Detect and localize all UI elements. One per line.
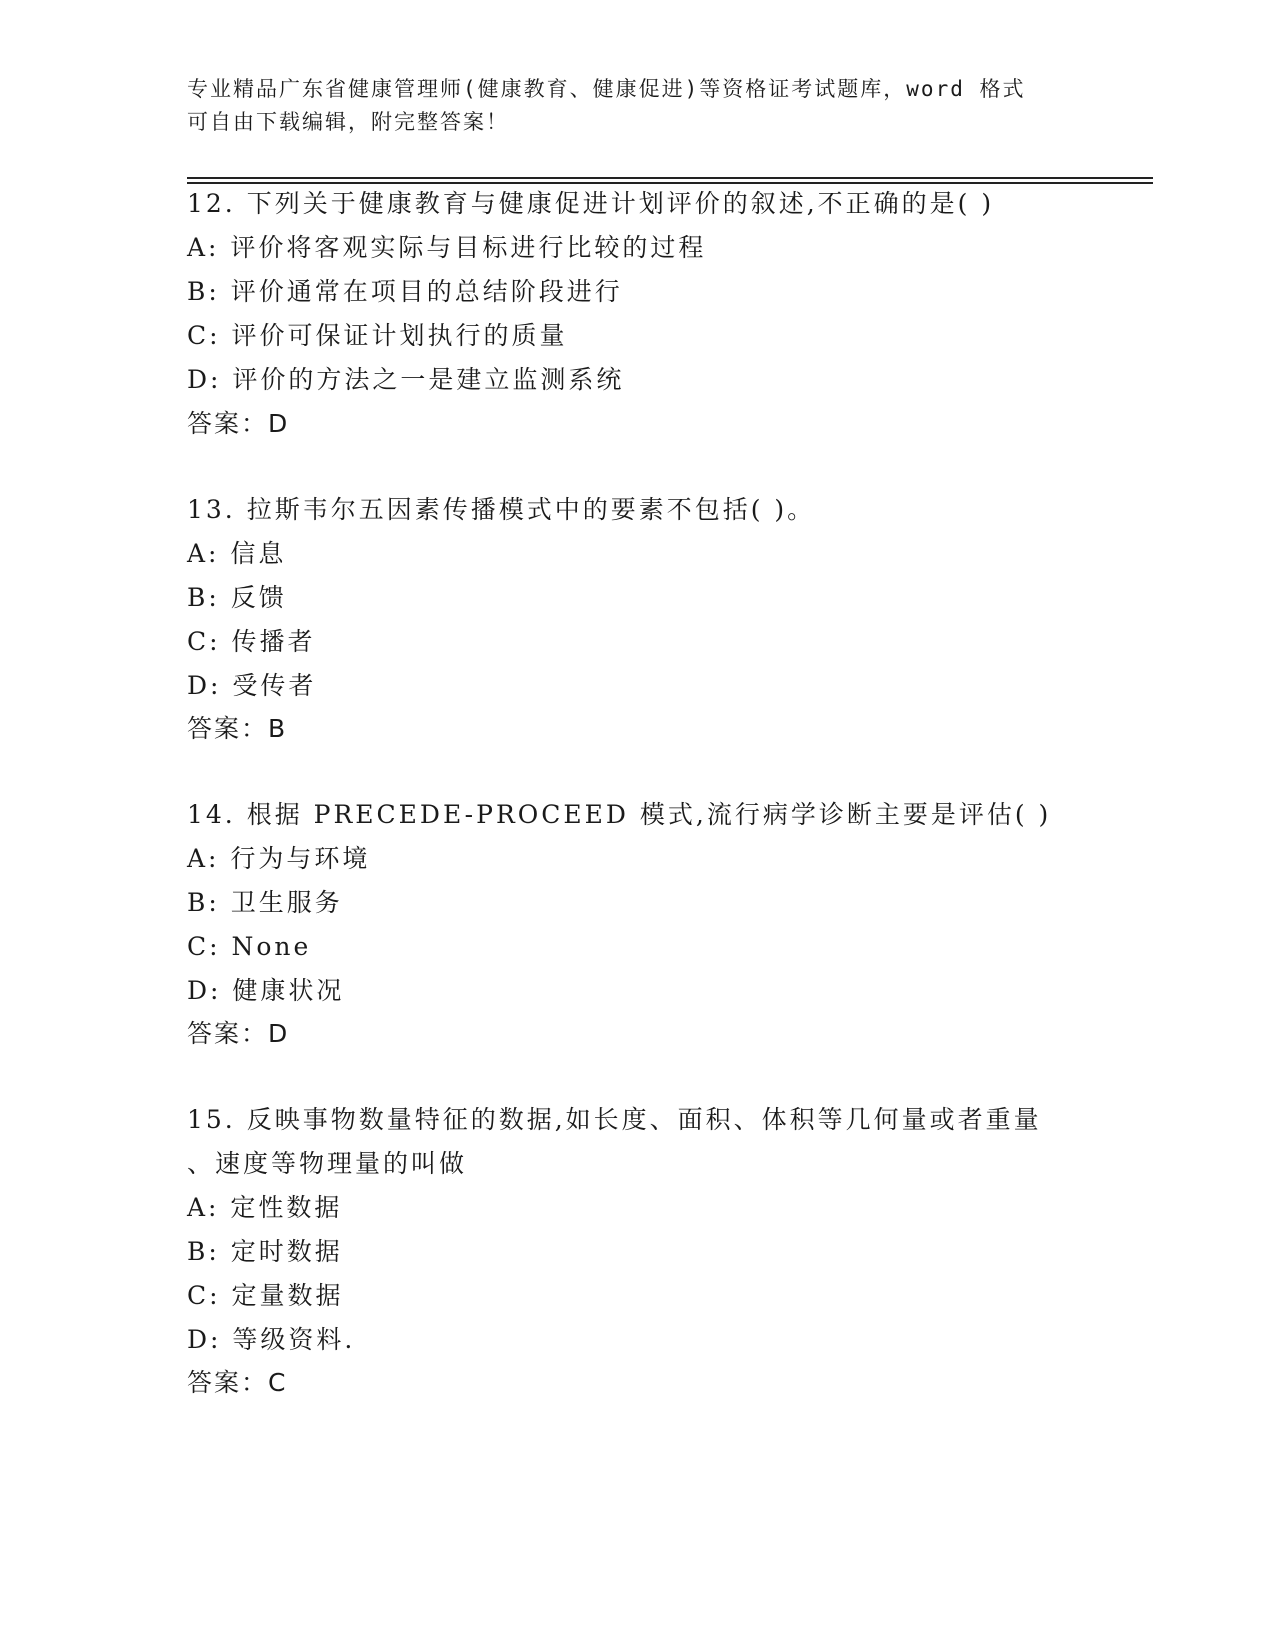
question-13-option-c: C: 传播者 (187, 627, 316, 656)
question-13-option-a: A: 信息 (187, 539, 287, 568)
question-14-answer: 答案：D (187, 1019, 290, 1048)
question-13-option-d: D: 受传者 (187, 671, 317, 700)
question-14-option-c: C: None (187, 932, 312, 961)
question-14-option-a: A: 行为与环境 (187, 844, 371, 873)
question-12-stem: 12. 下列关于健康教育与健康促进计划评价的叙述,不正确的是( ) (187, 189, 995, 218)
document-header (187, 73, 1067, 139)
question-15-option-c: C: 定量数据 (187, 1281, 344, 1310)
question-12-answer: 答案：D (187, 409, 290, 438)
header-divider-top (187, 177, 1153, 179)
question-12-option-a: A: 评价将客观实际与目标进行比较的过程 (187, 233, 707, 262)
question-14-option-d: D: 健康状况 (187, 976, 345, 1005)
question-15-option-d: D: 等级资料. (187, 1325, 356, 1354)
header-line-2: 可自由下载编辑，附完整答案！ (187, 110, 509, 134)
question-15-stem: 15. 反映事物数量特征的数据,如长度、面积、体积等几何量或者重量 (187, 1105, 1042, 1134)
question-14-stem: 14. 根据 PRECEDE-PROCEED 模式,流行病学诊断主要是评估( ) (187, 800, 1052, 829)
question-14-option-b: B: 卫生服务 (187, 888, 343, 917)
header-divider-bottom (187, 182, 1153, 184)
question-12-option-b: B: 评价通常在项目的总结阶段进行 (187, 277, 623, 306)
question-13-stem: 13. 拉斯韦尔五因素传播模式中的要素不包括( )。 (187, 495, 816, 524)
question-12-option-c: C: 评价可保证计划执行的质量 (187, 321, 568, 350)
question-12-option-d: D: 评价的方法之一是建立监测系统 (187, 365, 625, 394)
question-15-stem-continued: 、速度等物理量的叫做 (187, 1149, 468, 1178)
header-line-1: 专业精品广东省健康管理师(健康教育、健康促进)等资格证考试题库，word 格式 (187, 77, 1026, 101)
question-15-answer: 答案：C (187, 1368, 288, 1397)
question-15-option-b: B: 定时数据 (187, 1237, 343, 1266)
question-13-option-b: B: 反馈 (187, 583, 287, 612)
question-13-answer: 答案：B (187, 714, 288, 743)
question-15-option-a: A: 定性数据 (187, 1193, 343, 1222)
